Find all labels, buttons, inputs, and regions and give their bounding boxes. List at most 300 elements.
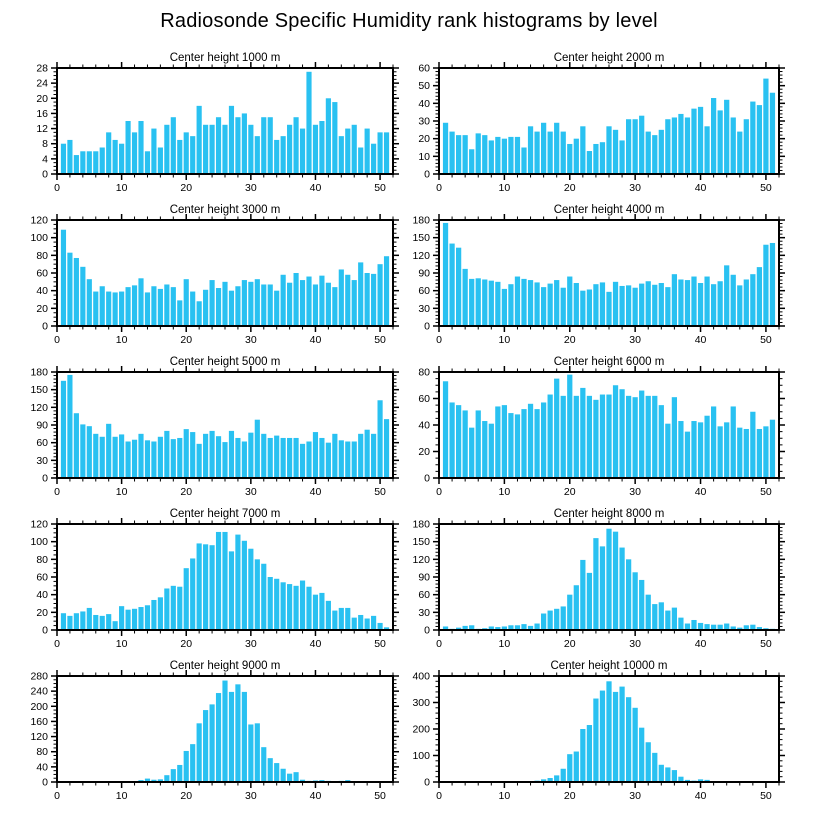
histogram-bar (87, 426, 92, 478)
x-tick-label: 40 (694, 182, 707, 194)
subplot-title: Center height 6000 m (553, 356, 665, 368)
histogram-bar (619, 140, 624, 174)
x-tick-label: 20 (180, 486, 193, 498)
y-tick-label: 120 (30, 401, 48, 414)
histogram-bar (606, 126, 611, 174)
histogram-bar (67, 616, 72, 630)
histogram-bar (770, 243, 775, 326)
histogram-bar (319, 121, 324, 174)
histogram-bar (587, 396, 592, 478)
y-tick-label: 120 (412, 553, 430, 566)
x-tick-label: 20 (180, 182, 193, 194)
subplot-7000m (0, 504, 409, 656)
histogram-bar (698, 107, 703, 174)
histogram-bar (704, 416, 709, 478)
histogram-bar (203, 544, 208, 630)
histogram-bar (371, 616, 376, 630)
y-tick-label: 0 (42, 472, 48, 485)
x-tick-label: 20 (563, 638, 576, 650)
histogram-bar (287, 584, 292, 630)
histogram-bar (145, 440, 150, 478)
histogram-bar (580, 388, 585, 478)
histogram-bar (606, 681, 611, 782)
histogram-bar (685, 117, 690, 174)
y-tick-label: 30 (36, 454, 48, 467)
histogram-bar (171, 287, 176, 326)
histogram-bar (731, 275, 736, 326)
histogram-bar (652, 604, 657, 630)
y-tick-label: 120 (30, 214, 48, 227)
page-title: Radiosonde Specific Humidity rank histograms by level (160, 10, 658, 32)
x-tick-label: 0 (436, 790, 442, 802)
histogram-bar (646, 396, 651, 478)
histogram-bar (268, 284, 273, 326)
histogram-bar (339, 269, 344, 326)
histogram-bar (665, 119, 670, 174)
histogram-bar (685, 280, 690, 326)
histogram-bar (384, 256, 389, 326)
histogram-bar (268, 758, 273, 782)
subplot-title: Center height 4000 m (553, 204, 665, 216)
histogram-bar (639, 580, 644, 630)
histogram-bar (449, 402, 454, 478)
histogram-bar (287, 283, 292, 326)
chart-canvas (30, 366, 399, 498)
subplot-6000m (409, 352, 818, 504)
histogram-bar (132, 132, 137, 174)
histogram-bar (177, 140, 182, 174)
histogram-bar (358, 262, 363, 326)
histogram-bar (744, 429, 749, 478)
histogram-bar (106, 292, 111, 326)
y-tick-label: 0 (424, 472, 430, 485)
histogram-bar (358, 615, 363, 630)
histogram-bar (672, 770, 677, 782)
histogram-bar (313, 595, 318, 630)
histogram-bar (456, 405, 461, 478)
histogram-bar (248, 282, 253, 326)
histogram-bar (216, 436, 221, 478)
histogram-bar (613, 130, 618, 174)
histogram-bar (281, 438, 286, 478)
chart-svg-6000m (409, 352, 818, 504)
histogram-bar (100, 148, 105, 175)
y-tick-label: 90 (418, 267, 430, 280)
y-tick-label: 120 (412, 249, 430, 262)
histogram-bar (74, 613, 79, 630)
y-tick-label: 20 (36, 92, 48, 105)
histogram-bar (274, 436, 279, 478)
x-tick-label: 50 (760, 638, 772, 650)
histogram-bar (626, 285, 631, 326)
chart-canvas (30, 518, 399, 650)
histogram-bar (508, 413, 513, 478)
histogram-bar (93, 434, 98, 478)
y-tick-label: 60 (418, 62, 430, 75)
histogram-bar (378, 623, 383, 630)
histogram-bar (685, 432, 690, 478)
histogram-bar (255, 136, 260, 174)
histogram-bar (255, 559, 260, 630)
histogram-bar (469, 149, 474, 174)
histogram-bar (633, 288, 638, 326)
histogram-bar (313, 432, 318, 478)
x-tick-label: 0 (436, 182, 442, 194)
histogram-bar (528, 126, 533, 174)
histogram-bar (132, 285, 137, 326)
histogram-bar (197, 301, 202, 326)
histogram-bar (365, 273, 370, 326)
y-tick-label: 60 (36, 437, 48, 450)
histogram-bar (750, 274, 755, 326)
histogram-bar (633, 119, 638, 174)
histogram-bar (626, 559, 631, 630)
histogram-bar (61, 381, 66, 478)
histogram-bar (248, 724, 253, 782)
histogram-bar (646, 595, 651, 630)
histogram-bar (534, 282, 539, 326)
histogram-bar (100, 437, 105, 478)
histogram-bar (210, 431, 215, 478)
histogram-bar (229, 431, 234, 478)
histogram-bar (287, 438, 292, 478)
x-tick-label: 50 (374, 486, 386, 498)
x-tick-label: 50 (760, 334, 772, 346)
histogram-bar (613, 282, 618, 326)
histogram-bar (456, 135, 461, 174)
x-tick-label: 0 (54, 182, 60, 194)
histogram-bar (672, 397, 677, 478)
histogram-bar (757, 267, 762, 326)
histogram-bar (158, 437, 163, 478)
histogram-bar (274, 763, 279, 782)
histogram-bar (145, 605, 150, 630)
x-tick-label: 20 (563, 790, 576, 802)
histogram-bar (274, 140, 279, 174)
histogram-bar (222, 681, 227, 782)
histogram-bar (190, 136, 195, 174)
y-tick-label: 120 (30, 518, 48, 531)
histogram-bar (593, 144, 598, 174)
histogram-bar (61, 230, 66, 326)
histogram-bar (216, 693, 221, 782)
histogram-bar (216, 117, 221, 174)
histogram-bar (287, 774, 292, 782)
histogram-bar (281, 136, 286, 174)
histogram-bar (646, 132, 651, 174)
x-tick-label: 30 (629, 334, 641, 346)
histogram-bar (678, 114, 683, 174)
y-tick-label: 160 (30, 715, 48, 728)
histogram-bar (177, 300, 182, 326)
histogram-bar (561, 132, 566, 174)
histogram-bar (326, 443, 331, 478)
histogram-bar (528, 404, 533, 478)
histogram-bar (750, 102, 755, 174)
histogram-bar (482, 135, 487, 174)
histogram-bar (100, 616, 105, 630)
y-tick-label: 0 (424, 320, 430, 333)
histogram-bar (106, 132, 111, 174)
histogram-bar (469, 428, 474, 478)
histogram-bar (345, 441, 350, 478)
x-tick-label: 40 (694, 790, 707, 802)
subplot-title: Center height 7000 m (169, 508, 281, 520)
histogram-bar (449, 132, 454, 174)
x-tick-label: 30 (245, 182, 257, 194)
subplot-8000m (409, 504, 818, 656)
histogram-bar (210, 125, 215, 174)
histogram-bar (222, 532, 227, 630)
histogram-bar (287, 125, 292, 174)
y-tick-label: 90 (418, 571, 430, 584)
y-tick-label: 100 (30, 232, 48, 245)
y-tick-label: 150 (412, 536, 430, 549)
histogram-bar (678, 279, 683, 326)
histogram-bar (659, 765, 664, 782)
x-tick-label: 10 (115, 334, 128, 346)
histogram-bar (646, 281, 651, 326)
histogram-bar (770, 420, 775, 478)
y-tick-label: 60 (418, 285, 430, 298)
chart-svg-9000m (0, 656, 409, 808)
histogram-bar (384, 419, 389, 478)
histogram-bar (74, 155, 79, 174)
histogram-bar (495, 406, 500, 478)
y-tick-label: 80 (418, 366, 430, 379)
subplot-9000m (0, 656, 409, 808)
histogram-bar (463, 410, 468, 478)
histogram-bar (365, 430, 370, 478)
y-tick-label: 300 (412, 697, 430, 709)
histogram-bar (561, 769, 566, 782)
histogram-bar (567, 595, 572, 630)
x-tick-label: 10 (498, 790, 511, 802)
y-tick-label: 20 (418, 133, 430, 146)
histogram-bar (67, 375, 72, 478)
histogram-bar (502, 139, 507, 174)
histogram-bar (67, 140, 72, 174)
histogram-bar (600, 282, 605, 326)
x-tick-label: 40 (309, 334, 322, 346)
histogram-bar (384, 132, 389, 174)
histogram-bar (61, 613, 66, 630)
histogram-bar (698, 422, 703, 478)
histogram-bar (358, 148, 363, 175)
histogram-bar (126, 121, 131, 174)
histogram-bar (443, 381, 448, 478)
histogram-bar (691, 620, 696, 630)
histogram-bar (574, 139, 579, 174)
histogram-bar (306, 441, 311, 478)
x-tick-label: 50 (374, 334, 386, 346)
histogram-bar (639, 728, 644, 782)
y-tick-label: 0 (42, 320, 48, 333)
histogram-bar (171, 769, 176, 782)
histogram-bar (229, 106, 234, 174)
histogram-bar (718, 426, 723, 478)
histogram-bar (521, 279, 526, 326)
x-tick-label: 0 (54, 334, 60, 346)
histogram-bar (698, 623, 703, 630)
histogram-bar (626, 119, 631, 174)
histogram-bar (521, 148, 526, 175)
histogram-bar (80, 611, 85, 630)
y-tick-label: 280 (30, 670, 48, 683)
histogram-bar (177, 438, 182, 478)
histogram-bar (255, 279, 260, 326)
histogram-bar (489, 424, 494, 478)
histogram-bar (554, 280, 559, 326)
histogram-bar (731, 406, 736, 478)
histogram-bar (106, 424, 111, 478)
y-tick-label: 100 (412, 750, 430, 762)
histogram-bar (197, 723, 202, 782)
histogram-bar (281, 582, 286, 630)
histogram-bar (171, 439, 176, 478)
histogram-bar (619, 548, 624, 630)
histogram-bar (138, 121, 143, 174)
histogram-bar (482, 279, 487, 326)
histogram-bar (574, 283, 579, 326)
histogram-bar (235, 117, 240, 174)
y-tick-label: 60 (418, 589, 430, 602)
histogram-bar (580, 560, 585, 630)
histogram-bar (593, 400, 598, 478)
x-tick-label: 10 (115, 638, 128, 650)
chart-svg-2000m (409, 48, 818, 200)
histogram-bar (313, 284, 318, 326)
histogram-bar (456, 248, 461, 326)
subplot-title: Center height 3000 m (169, 204, 281, 216)
histogram-bar (711, 98, 716, 174)
histogram-bar (750, 412, 755, 478)
histogram-bar (216, 532, 221, 630)
histogram-bar (691, 277, 696, 326)
histogram-bar (197, 106, 202, 174)
x-tick-label: 20 (563, 334, 576, 346)
histogram-bar (587, 725, 592, 782)
y-tick-label: 80 (36, 249, 48, 262)
histogram-bar (319, 276, 324, 326)
x-tick-label: 50 (374, 182, 386, 194)
histogram-bar (326, 98, 331, 174)
histogram-bar (639, 391, 644, 478)
histogram-bar (261, 564, 266, 630)
histogram-bar (203, 125, 208, 174)
histogram-bar (229, 692, 234, 782)
histogram-bar (222, 442, 227, 478)
histogram-bar (268, 117, 273, 174)
histogram-bar (242, 541, 247, 630)
histogram-bar (567, 277, 572, 326)
chart-svg-10000m (409, 656, 818, 808)
y-tick-label: 180 (412, 214, 430, 227)
histogram-bar (294, 772, 299, 782)
histogram-bar (87, 279, 92, 326)
histogram-bar (203, 710, 208, 782)
histogram-bar (242, 113, 247, 174)
histogram-bar (87, 151, 92, 174)
histogram-bar (294, 273, 299, 326)
histogram-bar (319, 593, 324, 630)
y-tick-label: 240 (30, 685, 48, 698)
histogram-bar (541, 287, 546, 326)
histogram-bar (261, 117, 266, 174)
histogram-bar (548, 132, 553, 174)
histogram-bar (534, 409, 539, 478)
histogram-bar (281, 275, 286, 326)
x-tick-label: 30 (629, 486, 641, 498)
subplot-title: Center height 10000 m (550, 660, 668, 672)
histogram-bar (567, 754, 572, 782)
histogram-bar (184, 132, 189, 174)
subplot-4000m (409, 200, 818, 352)
histogram-bar (613, 385, 618, 478)
y-tick-label: 80 (36, 553, 48, 566)
histogram-bar (345, 275, 350, 326)
histogram-bar (659, 130, 664, 174)
histogram-bar (229, 291, 234, 326)
histogram-bar (659, 602, 664, 630)
histogram-bar (210, 280, 215, 326)
histogram-bar (737, 285, 742, 326)
x-tick-label: 20 (180, 334, 193, 346)
histogram-bar (306, 277, 311, 326)
histogram-bar (255, 420, 260, 478)
histogram-bar (574, 396, 579, 478)
histogram-bar (197, 543, 202, 630)
histogram-bar (678, 421, 683, 478)
chart-canvas (418, 366, 785, 498)
chart-svg-4000m (409, 200, 818, 352)
histogram-bar (158, 289, 163, 326)
x-tick-label: 0 (436, 334, 442, 346)
x-tick-label: 50 (374, 638, 386, 650)
y-tick-label: 40 (418, 419, 430, 432)
histogram-bar (613, 692, 618, 782)
x-tick-label: 30 (245, 486, 257, 498)
histogram-bar (678, 618, 683, 630)
histogram-bar (164, 284, 169, 326)
histogram-bar (718, 281, 723, 326)
histogram-bar (711, 284, 716, 326)
histogram-bar (770, 93, 775, 174)
subplot-1000m (0, 48, 409, 200)
y-tick-label: 200 (30, 700, 48, 713)
histogram-bar (443, 123, 448, 174)
histogram-bar (378, 264, 383, 326)
histogram-bar (652, 396, 657, 478)
histogram-bar (646, 742, 651, 782)
y-tick-label: 60 (36, 571, 48, 584)
histogram-bar (74, 413, 79, 478)
histogram-bar (294, 586, 299, 630)
x-tick-label: 10 (115, 182, 128, 194)
y-tick-label: 30 (418, 302, 430, 315)
histogram-bar (639, 116, 644, 174)
histogram-bar (554, 609, 559, 630)
histogram-bar (567, 144, 572, 174)
histogram-bar (561, 396, 566, 478)
x-tick-label: 20 (563, 486, 576, 498)
histogram-bar (606, 529, 611, 630)
y-tick-label: 40 (36, 761, 48, 774)
histogram-bar (300, 280, 305, 326)
histogram-bar (698, 283, 703, 326)
x-tick-label: 20 (563, 182, 576, 194)
histogram-bar (528, 280, 533, 326)
